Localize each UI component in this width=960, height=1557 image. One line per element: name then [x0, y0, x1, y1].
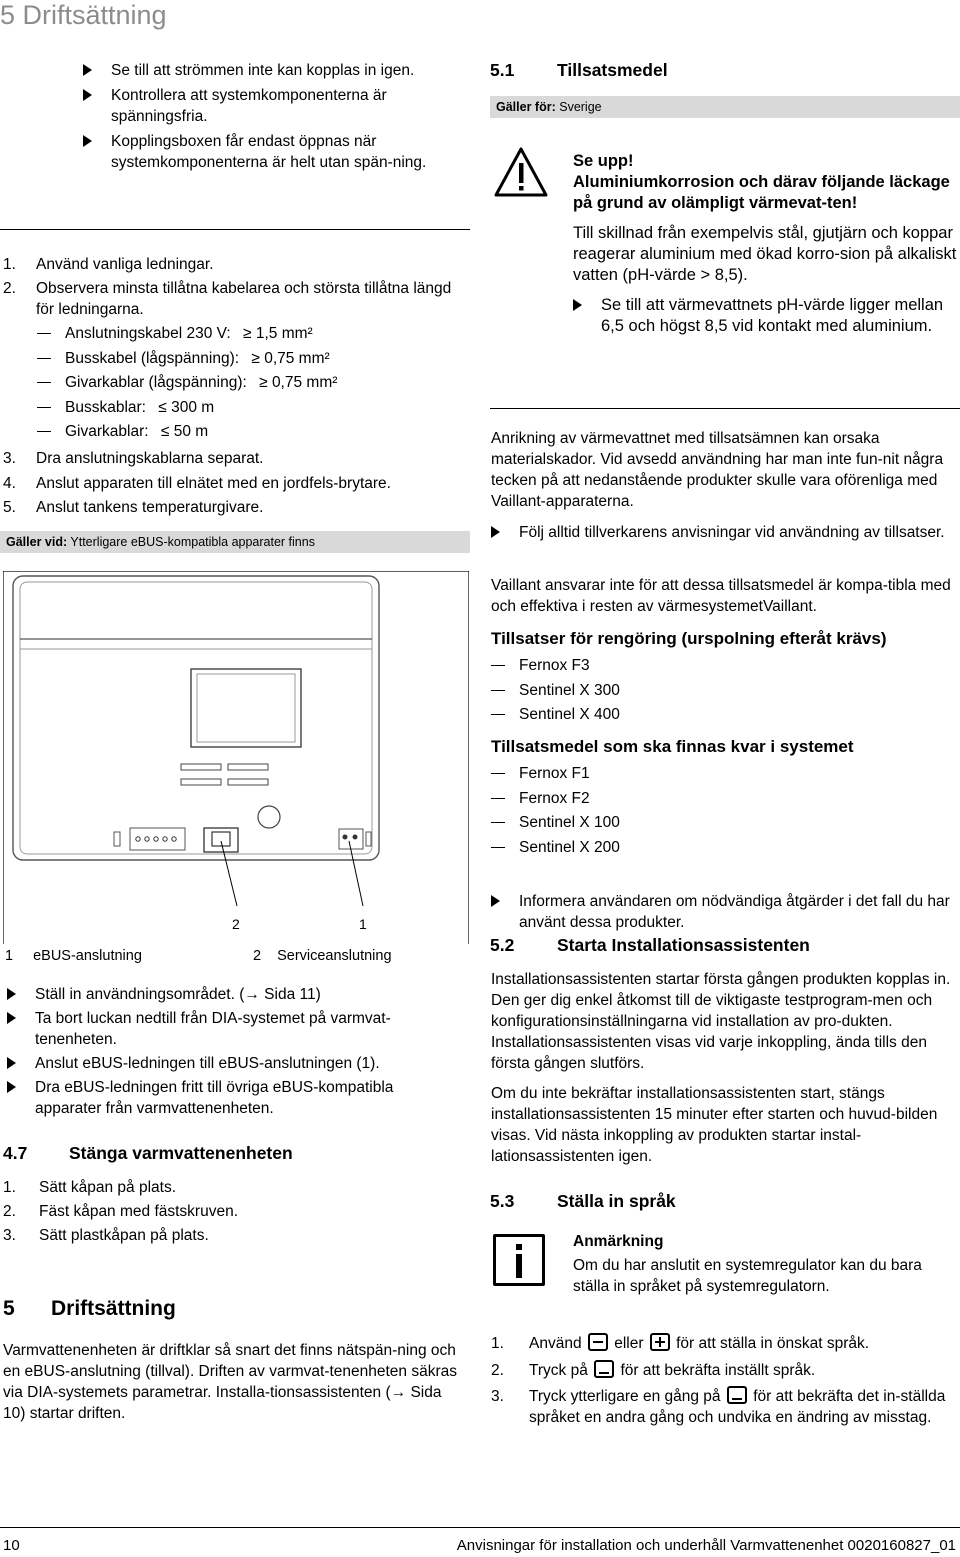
section-title: Driftsättning	[51, 1297, 176, 1320]
warning-title: Se upp!	[573, 152, 634, 170]
step-text: för att bekräfta inställt språk.	[620, 1362, 816, 1379]
left-mid-bullets	[7, 984, 447, 1119]
divider	[490, 408, 960, 409]
step-number: 4.	[3, 474, 16, 492]
list-item: Sentinel X 400	[491, 704, 951, 729]
cable-spec-item	[37, 397, 467, 422]
clean-additives-list	[491, 655, 951, 729]
cable-spec-item	[37, 323, 467, 348]
keep-additives-list	[491, 763, 951, 861]
cable-symbol: ≥	[251, 349, 260, 367]
note-box	[573, 1231, 958, 1297]
bullet-text: Ta bort luckan nedtill från DIA-systemet på varmvat-tenenheten.	[35, 1010, 391, 1048]
cable-value: 1,5 mm²	[255, 325, 313, 342]
warning-bullet	[573, 295, 958, 337]
left-top-bullets	[83, 60, 473, 173]
warning-subtitle: Aluminiumkorrosion och därav följande läckage på grund av olämpligt värmevat-ten!	[573, 173, 950, 212]
minus-key-icon	[588, 1333, 608, 1351]
bullet-item	[491, 522, 951, 543]
device-illustration	[3, 571, 469, 944]
step-text: för att ställa in önskat språk.	[676, 1335, 870, 1352]
section-5-heading	[3, 1296, 463, 1322]
step-item	[491, 1333, 956, 1360]
cable-label: Givarkablar:	[65, 423, 149, 440]
step-item	[3, 1225, 463, 1249]
bullet-item	[7, 1053, 447, 1074]
legend-text: Serviceanslutning	[277, 948, 392, 964]
cable-symbol: ≤	[160, 423, 170, 440]
applies-label: Gäller för:	[496, 100, 556, 114]
bullet-item	[83, 60, 473, 81]
step-number: 1.	[3, 256, 16, 273]
step-number: 3.	[3, 1227, 16, 1244]
triangle-bullet-icon	[7, 1057, 16, 1069]
note-title: Anmärkning	[573, 1233, 664, 1250]
triangle-bullet-icon	[573, 299, 582, 311]
step-item	[3, 278, 468, 320]
triangle-bullet-icon	[7, 988, 16, 1000]
section-number: 5.1	[490, 60, 515, 80]
step-text: Sätt plastkåpan på plats.	[39, 1227, 209, 1244]
section-number: 4.7	[3, 1143, 28, 1163]
footer-divider	[0, 1527, 960, 1528]
section-5-2-heading	[490, 934, 960, 956]
warning-triangle-icon	[493, 146, 549, 198]
bullet-text: Ställ in användningsområdet. (→ Sida 11)	[35, 986, 321, 1003]
section-title: Tillsatsmedel	[557, 60, 668, 80]
applies-value: Sverige	[559, 100, 602, 114]
keep-additives-heading: Tillsatsmedel som ska finnas kvar i systemet	[491, 737, 854, 756]
step-text: Använd	[529, 1335, 582, 1352]
language-steps	[491, 1333, 956, 1428]
page-number: 10	[3, 1537, 20, 1554]
step-number: 2.	[491, 1362, 504, 1379]
cable-symbol: ≤	[158, 398, 167, 416]
legend-item	[253, 946, 392, 967]
step-text: Anslut tankens temperaturgivare.	[36, 499, 264, 516]
bullet-item	[83, 85, 473, 127]
list-item: Fernox F2	[491, 788, 951, 813]
section-number: 5	[3, 1297, 15, 1320]
triangle-bullet-icon	[7, 1012, 16, 1024]
triangle-bullet-icon	[491, 526, 500, 538]
plus-key-icon	[650, 1333, 670, 1351]
cable-spec-item	[37, 421, 467, 446]
triangle-bullet-icon	[491, 895, 500, 907]
info-icon	[493, 1234, 545, 1286]
list-item: Sentinel X 300	[491, 680, 951, 705]
bullet-item	[7, 1077, 447, 1119]
step-number: 1.	[491, 1335, 504, 1352]
step-item	[3, 254, 468, 275]
section-number: 5.3	[490, 1191, 515, 1211]
legend-item	[5, 946, 142, 967]
section-title: Stänga varmvattenenheten	[69, 1143, 293, 1163]
triangle-bullet-icon	[83, 89, 92, 101]
cable-spec-item	[37, 372, 467, 397]
list-item: Fernox F3	[491, 655, 951, 680]
step-text: för att bekräfta det in-ställda språket en andra gång och undvika en ändring av misstag.	[529, 1388, 946, 1426]
warning-text: Till skillnad från exempelvis stål, gjutjärn och koppar reagerar aluminium med ökad korro-sion på alkaliskt vatten (pH-värde > 8,5).	[573, 224, 957, 284]
step-text: Använd vanliga ledningar.	[36, 256, 214, 273]
steps-list-b	[3, 448, 468, 522]
bullet-text: Kopplingsboxen får endast öppnas när systemkomponenterna är helt utan spän-ning.	[111, 133, 427, 171]
bullet-text: Anslut eBUS-ledningen till eBUS-anslutningen (1).	[35, 1055, 380, 1072]
step-text: Anslut apparaten till elnätet med en jordfels-brytare.	[36, 474, 391, 492]
paragraph: Om du inte bekräftar installationsassistenten start, stängs installationsassistenten 15 minuter efter starten och huvud-bilden visas. Vid nästa inkoppling av produkten startar instal-lationsassistenten igen.	[491, 1085, 938, 1165]
bullet-item	[7, 1008, 447, 1050]
step-text: Sätt kåpan på plats.	[39, 1179, 177, 1196]
section-5-3-heading	[490, 1190, 960, 1212]
cable-value: 50 m	[173, 423, 209, 440]
applies-value: Ytterligare eBUS-kompatibla apparater finns	[70, 535, 315, 549]
step-number: 3.	[491, 1388, 504, 1405]
legend-text: eBUS-anslutning	[33, 948, 142, 964]
bullet-text: Följ alltid tillverkarens anvisningar vid användning av tillsatser.	[519, 524, 945, 541]
step-item	[3, 473, 468, 498]
footer-text: Anvisningar för installation och underhåll Varmvattenenhet 0020160827_01	[456, 1537, 956, 1554]
bullet-text: Kontrollera att systemkomponenterna är spänningsfria.	[111, 87, 387, 125]
legend-number: 1	[5, 948, 14, 964]
paragraph: Installationsassistenten startar första gången produkten kopplas in. Den ger dig enkel åtkomst till de viktigaste testprogram-men och konfigurationsinställningarna vid installation av pro-dukten. Installationsassistenten visas vid varje inkoppling, ända tills den första gången slutförs.	[491, 971, 951, 1072]
cable-label: Anslutningskabel 230 V:	[65, 325, 231, 342]
section-title: Ställa in språk	[557, 1191, 676, 1211]
step-item	[491, 1386, 956, 1428]
applies-bar	[0, 531, 470, 553]
section-title: Starta Installationsassistenten	[557, 935, 810, 955]
step-text: eller	[614, 1335, 644, 1352]
bullet-item	[83, 131, 473, 173]
step-number: 5.	[3, 499, 16, 516]
step-number: 1.	[3, 1179, 16, 1196]
section-5-text: Varmvattenenheten är driftklar så snart det finns nätspän-ning och en eBUS-anslutning (tillval). Driften av varmvat-tenenheten säkras via DIA-systemets parametrar. Installa-tionsassistenten (→ Sida 10) startar driften.	[3, 1342, 458, 1422]
step-text: Observera minsta tillåtna kabelarea och största tillåtna längd för ledningarna.	[36, 280, 452, 318]
list-item: Sentinel X 100	[491, 812, 951, 837]
cable-value: 0,75 mm²	[264, 349, 330, 367]
step-text: Tryck ytterligare en gång på	[529, 1388, 721, 1405]
step-item	[491, 1360, 956, 1386]
steps-list-c	[3, 1177, 463, 1249]
cable-label: Givarkablar (lågspänning):	[65, 374, 247, 391]
warning-box	[573, 151, 958, 337]
section-4-7-heading	[3, 1142, 463, 1164]
bullet-text: Dra eBUS-ledningen fritt till övriga eBUS-kompatibla apparater från varmvattenenheten.	[35, 1079, 394, 1117]
cable-value: 300 m	[171, 398, 215, 416]
step-item	[3, 1177, 463, 1201]
paragraph: Vaillant ansvarar inte för att dessa tillsatsmedel är kompa-tibla med och effektiva i resten av värmesystemetVaillant.	[491, 577, 951, 615]
triangle-bullet-icon	[83, 135, 92, 147]
bullet-item	[491, 891, 951, 933]
steps-list-a	[3, 254, 468, 320]
ok-key-icon	[727, 1386, 747, 1404]
section-5-1-heading	[490, 59, 960, 81]
step-number: 3.	[3, 450, 16, 467]
step-text: Tryck på	[529, 1362, 588, 1379]
step-text: Dra anslutningskablarna separat.	[36, 450, 264, 467]
cable-value: 0,75 mm²	[271, 374, 338, 391]
applies-bar	[490, 96, 960, 118]
applies-label: Gäller vid:	[6, 535, 68, 549]
step-number: 2.	[3, 280, 16, 297]
page-header-title: 5 Driftsättning	[0, 0, 167, 30]
clean-additives-heading: Tillsatser för rengöring (urspolning efteråt krävs)	[491, 629, 887, 648]
section-number: 5.2	[490, 935, 515, 955]
bullet-text: Se till att strömmen inte kan kopplas in igen.	[111, 62, 415, 79]
cable-spec-list	[37, 323, 467, 446]
figure-callout-2: 2	[232, 916, 240, 932]
paragraph: Anrikning av värmevattnet med tillsatsämnen kan orsaka materialskador. Vid avsedd användning har man inte fun-nit några tecken på att nedanstående produkter skulle vara oförenliga med Vaillant-apparaterna.	[491, 430, 944, 510]
figure-callout-1: 1	[359, 916, 367, 932]
step-number: 2.	[3, 1203, 16, 1220]
cable-symbol: ≥	[259, 374, 268, 391]
bullet-text: Informera användaren om nödvändiga åtgärder i det fall du har använt dessa produkter.	[519, 893, 950, 931]
list-item: Fernox F1	[491, 763, 951, 788]
cable-spec-item	[37, 348, 467, 373]
step-item	[3, 497, 468, 522]
legend-number: 2	[253, 948, 262, 964]
device-figure	[3, 571, 469, 944]
step-text: Fäst kåpan med fästskruven.	[39, 1203, 239, 1220]
divider	[0, 229, 470, 230]
cable-label: Busskablar:	[65, 398, 146, 416]
cable-symbol: ≥	[243, 325, 252, 342]
note-text: Om du har anslutit en systemregulator kan du bara ställa in språket på systemregulatorn.	[573, 1257, 922, 1295]
step-item	[3, 1201, 463, 1225]
bullet-text: Se till att värmevattnets pH-värde ligger mellan 6,5 och högst 8,5 vid kontakt med aluminium.	[601, 296, 944, 335]
ok-key-icon	[594, 1360, 614, 1378]
triangle-bullet-icon	[7, 1081, 16, 1093]
step-item	[3, 448, 468, 473]
list-item: Sentinel X 200	[491, 837, 951, 862]
bullet-item	[7, 984, 447, 1005]
triangle-bullet-icon	[83, 64, 92, 76]
cable-label: Busskabel (lågspänning):	[65, 349, 240, 367]
